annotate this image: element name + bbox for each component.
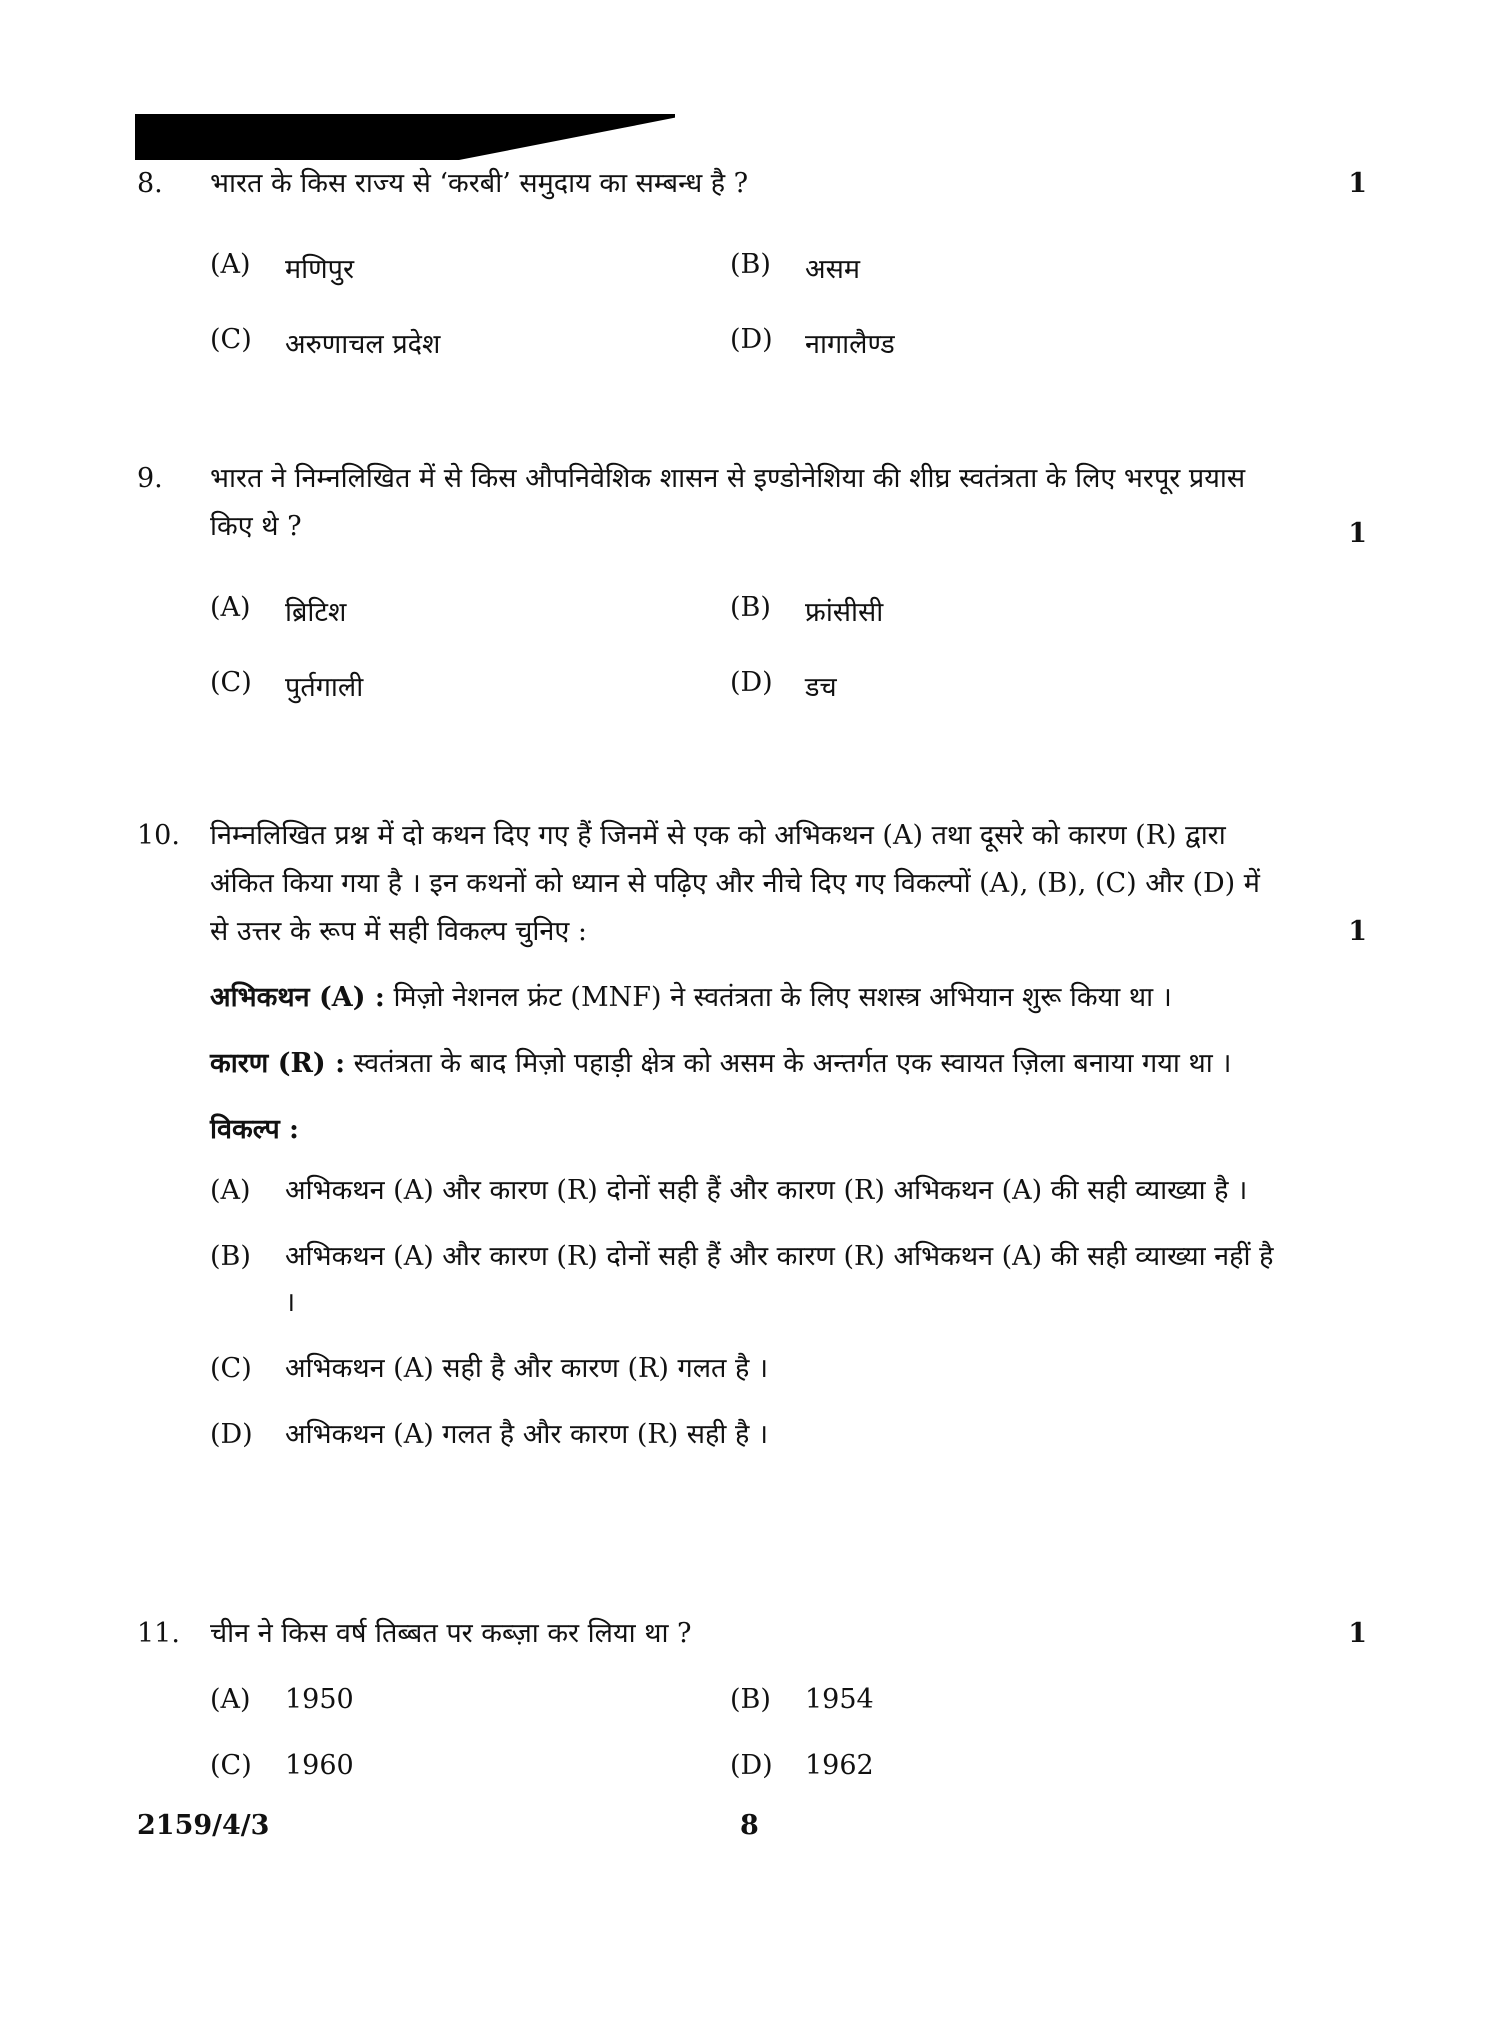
- question-marks: 1: [1348, 168, 1367, 199]
- option-list: [210, 573, 1367, 723]
- page-number: 8: [740, 1810, 759, 1841]
- option-d: (D) 1962: [730, 1749, 874, 1781]
- option-d: (D) डच: [730, 667, 837, 703]
- question-text: चीन ने किस वर्ष तिब्बत पर कब्ज़ा कर लिया था ?: [210, 1618, 692, 1649]
- reason-label: कारण (R) :: [210, 1048, 346, 1079]
- option-a: (A) अभिकथन (A) और कारण (R) दोनों सही हैं और कारण (R) अभिकथन (A) की सही व्याख्या है ।: [210, 1175, 1248, 1206]
- option-b: (B) अभिकथन (A) और कारण (R) दोनों सही हैं और कारण (R) अभिकथन (A) की सही व्याख्या नहीं है ।: [210, 1241, 1274, 1318]
- question-text: निम्नलिखित प्रश्न में दो कथन दिए गए हैं जिनमें से एक को अभिकथन (A) तथा दूसरे को कारण (R) द्वारा अंकित किया गया है । इन कथनों को ध्यान से पढ़िए और नीचे दिए गए विकल्पों (A), (B), (C) और (D) में से उत्तर के रूप में सही विकल्प चुनिए :: [210, 820, 1260, 947]
- option-a: (A) ब्रिटिश: [210, 592, 347, 628]
- option-b: (B) 1954: [730, 1683, 874, 1715]
- assertion-label: अभिकथन (A) :: [210, 982, 385, 1013]
- question-8: [137, 160, 1367, 380]
- option-a: (A) 1950: [210, 1683, 354, 1715]
- question-number: 8.: [137, 168, 163, 199]
- question-11: [137, 1610, 1367, 1798]
- option-c: (C) अभिकथन (A) सही है और कारण (R) गलत है ।: [210, 1353, 769, 1384]
- option-list: [210, 230, 1367, 380]
- question-number: 10.: [137, 820, 180, 851]
- question-marks: 1: [1348, 1618, 1367, 1649]
- reason-text: स्वतंत्रता के बाद मिज़ो पहाड़ी क्षेत्र को असम के अन्तर्गत एक स्वायत ज़िला बनाया गया था ।: [353, 1048, 1232, 1079]
- question-number: 11.: [137, 1618, 180, 1649]
- option-list: [210, 1666, 1367, 1798]
- question-number: 9.: [137, 463, 163, 494]
- assertion: [210, 974, 1367, 1022]
- redaction-bar: [135, 114, 675, 160]
- option-b: (B) असम: [730, 249, 861, 285]
- question-text: भारत के किस राज्य से ‘करबी’ समुदाय का सम्बन्ध है ?: [210, 168, 749, 199]
- option-c: (C) पुर्तगाली: [210, 667, 364, 703]
- options-heading: विकल्प :: [210, 1114, 300, 1145]
- question-10: [137, 812, 1367, 1478]
- option-c: (C) अरुणाचल प्रदेश: [210, 324, 441, 360]
- paper-code: 2159/4/3: [137, 1810, 270, 1841]
- option-b: (B) फ्रांसीसी: [730, 592, 884, 628]
- question-text: भारत ने निम्नलिखित में से किस औपनिवेशिक शासन से इण्डोनेशिया की शीघ्र स्वतंत्रता के लिए भरपूर प्रयास किए थे ?: [210, 463, 1246, 542]
- option-a: (A) मणिपुर: [210, 249, 355, 285]
- option-c: (C) 1960: [210, 1749, 354, 1781]
- option-list: [210, 1168, 1367, 1458]
- question-marks: 1: [1348, 518, 1367, 549]
- option-d: (D) अभिकथन (A) गलत है और कारण (R) सही है ।: [210, 1419, 769, 1450]
- assertion-text: मिज़ो नेशनल फ्रंट (MNF) ने स्वतंत्रता के लिए सशस्त्र अभियान शुरू किया था ।: [393, 982, 1172, 1013]
- option-d: (D) नागालैण्ड: [730, 324, 895, 360]
- reason: [210, 1040, 1367, 1088]
- question-9: [137, 455, 1367, 723]
- question-marks: 1: [1348, 916, 1367, 947]
